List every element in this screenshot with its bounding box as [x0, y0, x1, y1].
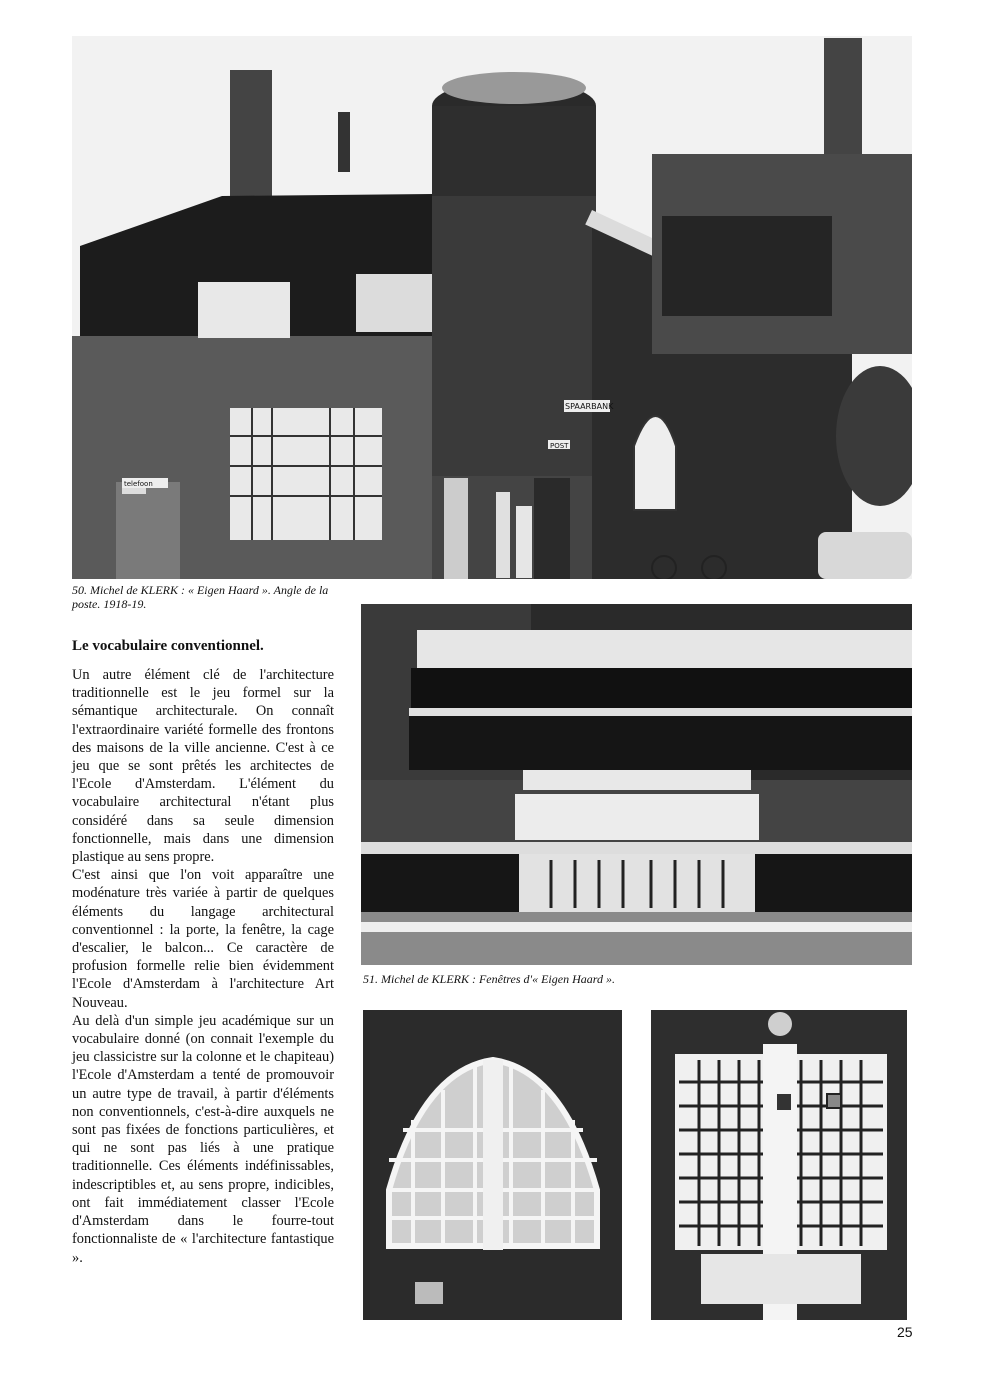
paragraph-2: C'est ainsi que l'on voit apparaître une modénature très variée à partir de quelques éléments du langage architectural conventionnel : la porte, la fenêtre, la cage d'escalier, le balcon... Ce caractère de profusion formelle relie bien évidemment l'Ecole d'Amsterdam à l'architecture Art Nouveau. — [72, 867, 334, 1011]
post-sign: POST — [550, 442, 569, 450]
page-number: 25 — [897, 1324, 913, 1340]
figure-50-caption: 50. Michel de KLERK : « Eigen Haard ». Angle de la poste. 1918-19. — [72, 583, 329, 611]
paragraph-1: Un autre élément clé de l'architecture traditionnelle est le jeu formel sur la sémantique architecturale. On connaît l'extraordinaire variété formelle des frontons des maisons de la ville ancienne. C'est à ce jeu que se sont prêtés les architectes de l'Ecole d'Amsterdam. L'élément du vocabulaire architectural n'étant plus considéré dans sa seule dimension fonctionnelle, mais dans une dimension plastique au sens propre. — [72, 667, 334, 866]
section-heading: Le vocabulaire conventionnel. — [72, 638, 264, 654]
telefoon-sign: telefoon — [124, 480, 153, 488]
photo-eigen-haard-post-corner — [72, 36, 912, 579]
paragraph-3: Au delà d'un simple jeu académique sur un vocabulaire donné (on connait l'exemple du jeu classicistre sur la colonne et le chapiteau) l'Ecole d'Amsterdam a tenté de promouvoir un autre type de travail, à partir d'éléments non conventionnels, c'est-à-dire auxquels ne sont pas fixées de fonctions particulières, et qui ne sont pas liés à une pratique traditionnelle. Ces éléments indéfinissables, indescriptibles et, au sens propre, indicibles, ont fait immédiatement classer l'Ecole d'Amsterdam dans le fourre-tout fonctionnaliste de « l'architecture fantastique ». — [72, 1012, 334, 1266]
article-body — [72, 666, 334, 1267]
photo-arched-window — [363, 1010, 622, 1320]
figure-51-caption: 51. Michel de KLERK : Fenêtres d'« Eigen Haard ». — [363, 972, 615, 986]
photo-bay-window — [651, 1010, 907, 1320]
spaarbank-sign: SPAARBANK — [565, 402, 614, 411]
photo-eigen-haard-roof-windows — [361, 604, 912, 965]
